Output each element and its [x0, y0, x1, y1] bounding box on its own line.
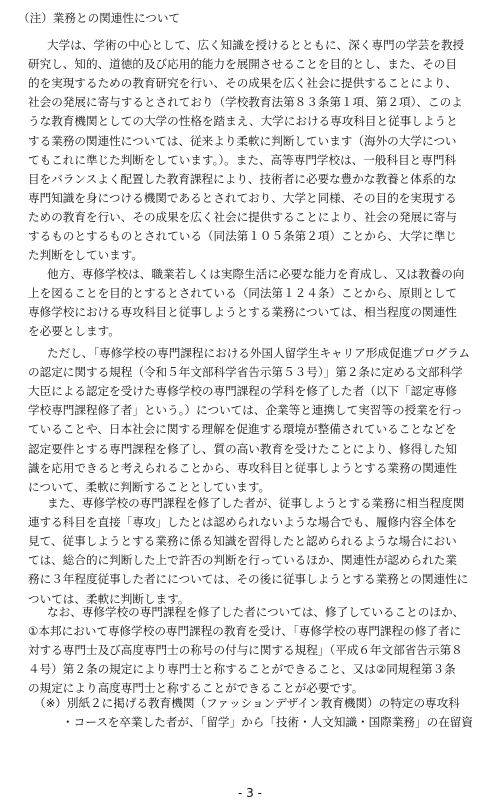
paragraph-5-line: なお、専修学校の専門課程を修了した者については、修了していることのほか、	[47, 605, 465, 619]
paragraph-3-line: ていることや、日本社会に関する理解を促進する環境が整備されていることなどを	[28, 422, 457, 436]
paragraph-1-line: 研究し、知的、道徳的及び応用的能力を展開させることを目的とし、また、その目	[28, 57, 457, 71]
paragraph-4-line: 連する科目を直接「専攻」したとは認められないような場合でも、履修内容全体を	[28, 515, 457, 529]
paragraph-1-line: するものとするものとされている（同法第１０５条第２項）ことから、大学に準じ	[28, 229, 457, 243]
paragraph-3-line: について、柔軟に判断することとしています。	[28, 480, 271, 494]
paragraph-1-line: 目をバランスよく配置した教育課程により、技術者に必要な豊かな教養と体系的な	[28, 172, 457, 186]
paragraph-3-line: ただし、「専修学校の専門課程における外国人留学生キャリア形成促進プログラム	[47, 346, 471, 360]
paragraph-3-line: 認定要件とする専門課程を修了し、質の高い教育を受けたことにより、修得した知	[28, 442, 457, 456]
paragraph-1-line: てもこれに準じた判断をしています。）。また、高等専門学校は、一般科目と専門科	[28, 153, 457, 167]
paragraph-6-line: （※）別紙２に掲げる教育機関（ファッションデザイン教育機関）の特定の専攻科	[34, 696, 460, 710]
paragraph-1-line: た判断をしています。	[28, 248, 144, 262]
paragraph-4-line: また、専修学校の専門課程を修了した者が、従事しようとする業務に相当程度関	[47, 496, 465, 510]
paragraph-5-line: 対する専門士及び高度専門士の称号の付与に関する規程」（平成６年文部省告示第８	[28, 643, 463, 657]
paragraph-1-line: 的を実現するための教育研究を行い、その成果を広く社会に提供することにより、	[28, 76, 457, 90]
paragraph-2-line: 他方、専修学校は、職業若しくは実際生活に必要な能力を育成し、又は教養の向	[47, 267, 465, 281]
paragraph-1-line: 専門知識を身につける機関であるとされており、大学と同様、その目的を実現する	[28, 191, 457, 205]
paragraph-2-line: 専修学校における専攻科目と従事しようとする業務については、相当程度の関連性	[28, 305, 457, 319]
paragraph-5-line: ４号）第２条の規定により専門士と称することができること、又は②同規程第３条	[28, 662, 456, 676]
paragraph-4-line: ては、総合的に判断した上で許否の判断を行っているほか、関連性が認められた業	[28, 553, 457, 567]
paragraph-3-line: の認定に関する規程（令和５年文部科学省告示第５３号）」第２条に定める文部科学	[28, 365, 463, 379]
paragraph-6-line: ・コースを卒業した者が、「留学」から「技術・人文知識・国際業務」の在留資	[62, 715, 473, 729]
paragraph-1-line: うな教育機関としての大学の性格を踏まえ、大学における専攻科目と従事しようと	[28, 114, 458, 128]
paragraph-3-line: 大臣による認定を受けた専修学校の専門課程の学科を修了した者（以下「認定専修	[28, 384, 457, 398]
paragraph-4-line: ついては、柔軟に判断します。	[28, 592, 190, 606]
paragraph-5-line: の規定により高度専門士と称することができることが必要です。	[28, 681, 364, 695]
paragraph-1-line: 社会の発展に寄与するとされており（学校教育法第８３条第１項、第２項）、このよ	[28, 95, 463, 109]
page-number: - 3 -	[238, 786, 262, 800]
paragraph-1-line: 大学は、学術の中心として、広く知識を授けるとともに、深く専門の学芸を教授	[47, 38, 465, 52]
paragraph-1-line: する業務の関連性については、従来より柔軟に判断しています（海外の大学につい	[28, 134, 457, 148]
paragraph-2-line: 上を図ることを目的とするとされている（同法第１２４条）ことから、原則として	[28, 286, 457, 300]
paragraph-1-line: ための教育を行い、その成果を広く社会に提供することにより、社会の発展に寄与	[28, 210, 457, 224]
paragraph-3-line: 識を応用できると考えられることから、専攻科目と従事しようとする業務の関連性	[28, 461, 457, 475]
paragraph-4-line: 務に３年程度従事した者にについては、その後に従事しようとする業務との関連性に	[28, 572, 469, 586]
section-heading: （注）業務との関連性について	[18, 11, 181, 25]
paragraph-5-line: ①本邦において専修学校の専門課程の教育を受け、「専修学校の専門課程の修了者に	[28, 624, 462, 638]
paragraph-4-line: 見て、従事しようとする業務に係る知識を習得したと認められるような場合におい	[28, 534, 457, 548]
paragraph-3-line: 学校専門課程修了者」という。）については、企業等と連携して実習等の授業を行っ	[28, 403, 463, 417]
paragraph-2-line: を必要とします。	[28, 324, 120, 338]
